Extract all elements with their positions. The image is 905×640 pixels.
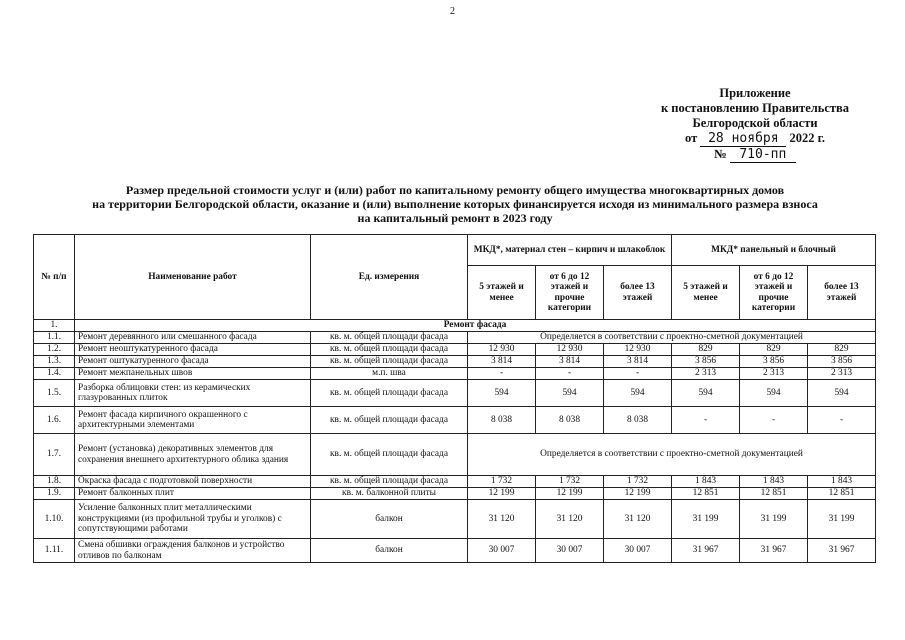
row-num: 1.1.: [34, 332, 75, 344]
row-name: Усиление балконных плит металлическими конструкциями (из профильной трубы и уголков) с сопутствующими работами: [75, 500, 311, 539]
row-name: Разборка облицовки стен: из керамических глазурованных плиток: [75, 380, 311, 407]
cell-value: 31 120: [536, 500, 604, 539]
cell-value: 12 930: [536, 344, 604, 356]
table-row: [34, 488, 876, 500]
cell-value: 12 930: [604, 344, 672, 356]
header-g2-c1: 5 этажей и менее: [672, 266, 740, 320]
cell-value: 12 199: [468, 488, 536, 500]
row-unit: кв. м. общей площади фасада: [311, 407, 468, 434]
number-handwritten: 710-пп: [730, 147, 796, 163]
page-number: 2: [450, 6, 455, 17]
cell-value: 3 856: [672, 356, 740, 368]
cell-value: 2 313: [672, 368, 740, 380]
header-g2-c2: от 6 до 12 этажей и прочие категории: [740, 266, 808, 320]
cell-value: 12 851: [740, 488, 808, 500]
cell-value: 31 199: [808, 500, 876, 539]
title-line3: на капитальный ремонт в 2023 году: [357, 211, 553, 225]
cell-value: 12 930: [468, 344, 536, 356]
row-name: Ремонт деревянного или смешанного фасада: [75, 332, 311, 344]
appendix-line2: к постановлению Правительства: [660, 101, 850, 115]
cell-value: -: [808, 407, 876, 434]
date-handwritten: 28 ноября: [700, 131, 786, 147]
appendix-line1: Приложение: [719, 86, 791, 100]
cell-value: 594: [468, 380, 536, 407]
cell-value: 3 814: [536, 356, 604, 368]
cell-value: 31 120: [468, 500, 536, 539]
header-group-panel: МКД* панельный и блочный: [672, 235, 876, 266]
section-num: 1.: [34, 320, 75, 332]
row-num: 1.7.: [34, 434, 75, 476]
header-g1-c1: 5 этажей и менее: [468, 266, 536, 320]
section-row: [34, 320, 876, 332]
cell-value: 31 967: [740, 539, 808, 563]
row-unit: балкон: [311, 539, 468, 563]
cell-value: 30 007: [468, 539, 536, 563]
cell-value: 1 843: [672, 476, 740, 488]
row-num: 1.2.: [34, 344, 75, 356]
table-row: [34, 380, 876, 407]
table-row: [34, 500, 876, 539]
row-num: 1.4.: [34, 368, 75, 380]
table-row: [34, 344, 876, 356]
cell-value: 1 843: [808, 476, 876, 488]
cell-value: 594: [536, 380, 604, 407]
header-g1-c3: более 13 этажей: [604, 266, 672, 320]
cell-value: 1 843: [740, 476, 808, 488]
title-line2: на территории Белгородской области, оказание и (или) выполнение которых финансируется исходя из минимального размера взноса: [92, 197, 818, 211]
cell-value: 3 856: [808, 356, 876, 368]
cell-value: 31 967: [808, 539, 876, 563]
cell-value: 30 007: [536, 539, 604, 563]
row-unit: кв. м. общей площади фасада: [311, 356, 468, 368]
row-unit: кв. м. общей площади фасада: [311, 434, 468, 476]
cell-value: 3 856: [740, 356, 808, 368]
cell-value: -: [536, 368, 604, 380]
cell-value: 2 313: [740, 368, 808, 380]
appendix-date: [640, 131, 870, 147]
cell-value: 8 038: [536, 407, 604, 434]
row-unit: кв. м. общей площади фасада: [311, 344, 468, 356]
cell-value: 12 199: [536, 488, 604, 500]
cell-value: 829: [672, 344, 740, 356]
row-unit: кв. м. балконной плиты: [311, 488, 468, 500]
row-name: Ремонт балконных плит: [75, 488, 311, 500]
cell-value: 12 851: [808, 488, 876, 500]
date-prefix: от: [684, 131, 698, 145]
cell-value: 829: [808, 344, 876, 356]
header-num: № п/п: [34, 235, 75, 320]
cell-value: 1 732: [468, 476, 536, 488]
row-name: Ремонт неоштукатуренного фасада: [75, 344, 311, 356]
row-name: Смена обшивки ограждения балконов и устройство отливов по балконам: [75, 539, 311, 563]
row-num: 1.8.: [34, 476, 75, 488]
cell-value: 31 120: [604, 500, 672, 539]
row-unit: кв. м. общей площади фасада: [311, 476, 468, 488]
row-num: 1.10.: [34, 500, 75, 539]
title-line1: Размер предельной стоимости услуг и (или) работ по капитальному ремонту общего имущества многоквартирных домов: [125, 183, 785, 197]
cell-value: 31 967: [672, 539, 740, 563]
row-num: 1.11.: [34, 539, 75, 563]
header-g1-c2: от 6 до 12 этажей и прочие категории: [536, 266, 604, 320]
row-unit: кв. м. общей площади фасада: [311, 380, 468, 407]
table-row: [34, 434, 876, 476]
row-name: Окраска фасада с подготовкой поверхности: [75, 476, 311, 488]
header-unit: Ед. измерения: [311, 235, 468, 320]
table-row: [34, 476, 876, 488]
row-merged-note: Определяется в соответствии с проектно-сметной документацией: [468, 332, 876, 344]
cell-value: 594: [672, 380, 740, 407]
appendix-line3: Белгородской области: [692, 116, 818, 130]
cell-value: 594: [604, 380, 672, 407]
row-num: 1.6.: [34, 407, 75, 434]
row-num: 1.9.: [34, 488, 75, 500]
row-num: 1.3.: [34, 356, 75, 368]
row-num: 1.5.: [34, 380, 75, 407]
cell-value: 594: [740, 380, 808, 407]
header-g2-c3: более 13 этажей: [808, 266, 876, 320]
table-row: [34, 368, 876, 380]
cell-value: 12 851: [672, 488, 740, 500]
cell-value: -: [604, 368, 672, 380]
document-title: [60, 183, 850, 225]
table-row: [34, 539, 876, 563]
cell-value: -: [468, 368, 536, 380]
cell-value: 2 313: [808, 368, 876, 380]
cell-value: 829: [740, 344, 808, 356]
row-unit: кв. м. общей площади фасада: [311, 332, 468, 344]
row-unit: м.п. шва: [311, 368, 468, 380]
table-row: [34, 356, 876, 368]
cell-value: -: [740, 407, 808, 434]
row-name: Ремонт фасада кирпичного окрашенного с архитектурными элементами: [75, 407, 311, 434]
date-suffix: 2022 г.: [789, 131, 825, 145]
cell-value: 8 038: [468, 407, 536, 434]
table-row: [34, 332, 876, 344]
cell-value: 594: [808, 380, 876, 407]
number-prefix: №: [714, 147, 727, 161]
row-name: Ремонт (установка) декоративных элементов для сохранения внешнего архитектурного облика здания: [75, 434, 311, 476]
cell-value: 12 199: [604, 488, 672, 500]
row-unit: балкон: [311, 500, 468, 539]
cell-value: 30 007: [604, 539, 672, 563]
row-merged-note: Определяется в соответствии с проектно-сметной документацией: [468, 434, 876, 476]
appendix-number: [640, 147, 870, 163]
cell-value: -: [672, 407, 740, 434]
table-row: [34, 407, 876, 434]
header-name: Наименование работ: [75, 235, 311, 320]
cell-value: 31 199: [672, 500, 740, 539]
cell-value: 1 732: [536, 476, 604, 488]
row-name: Ремонт оштукатуренного фасада: [75, 356, 311, 368]
cell-value: 3 814: [468, 356, 536, 368]
cell-value: 3 814: [604, 356, 672, 368]
cell-value: 8 038: [604, 407, 672, 434]
appendix-block: [640, 86, 870, 163]
works-table: [33, 234, 876, 563]
section-title: Ремонт фасада: [75, 320, 876, 332]
row-name: Ремонт межпанельных швов: [75, 368, 311, 380]
cell-value: 1 732: [604, 476, 672, 488]
cell-value: 31 199: [740, 500, 808, 539]
header-group-brick: МКД*, материал стен – кирпич и шлакоблок: [468, 235, 672, 266]
